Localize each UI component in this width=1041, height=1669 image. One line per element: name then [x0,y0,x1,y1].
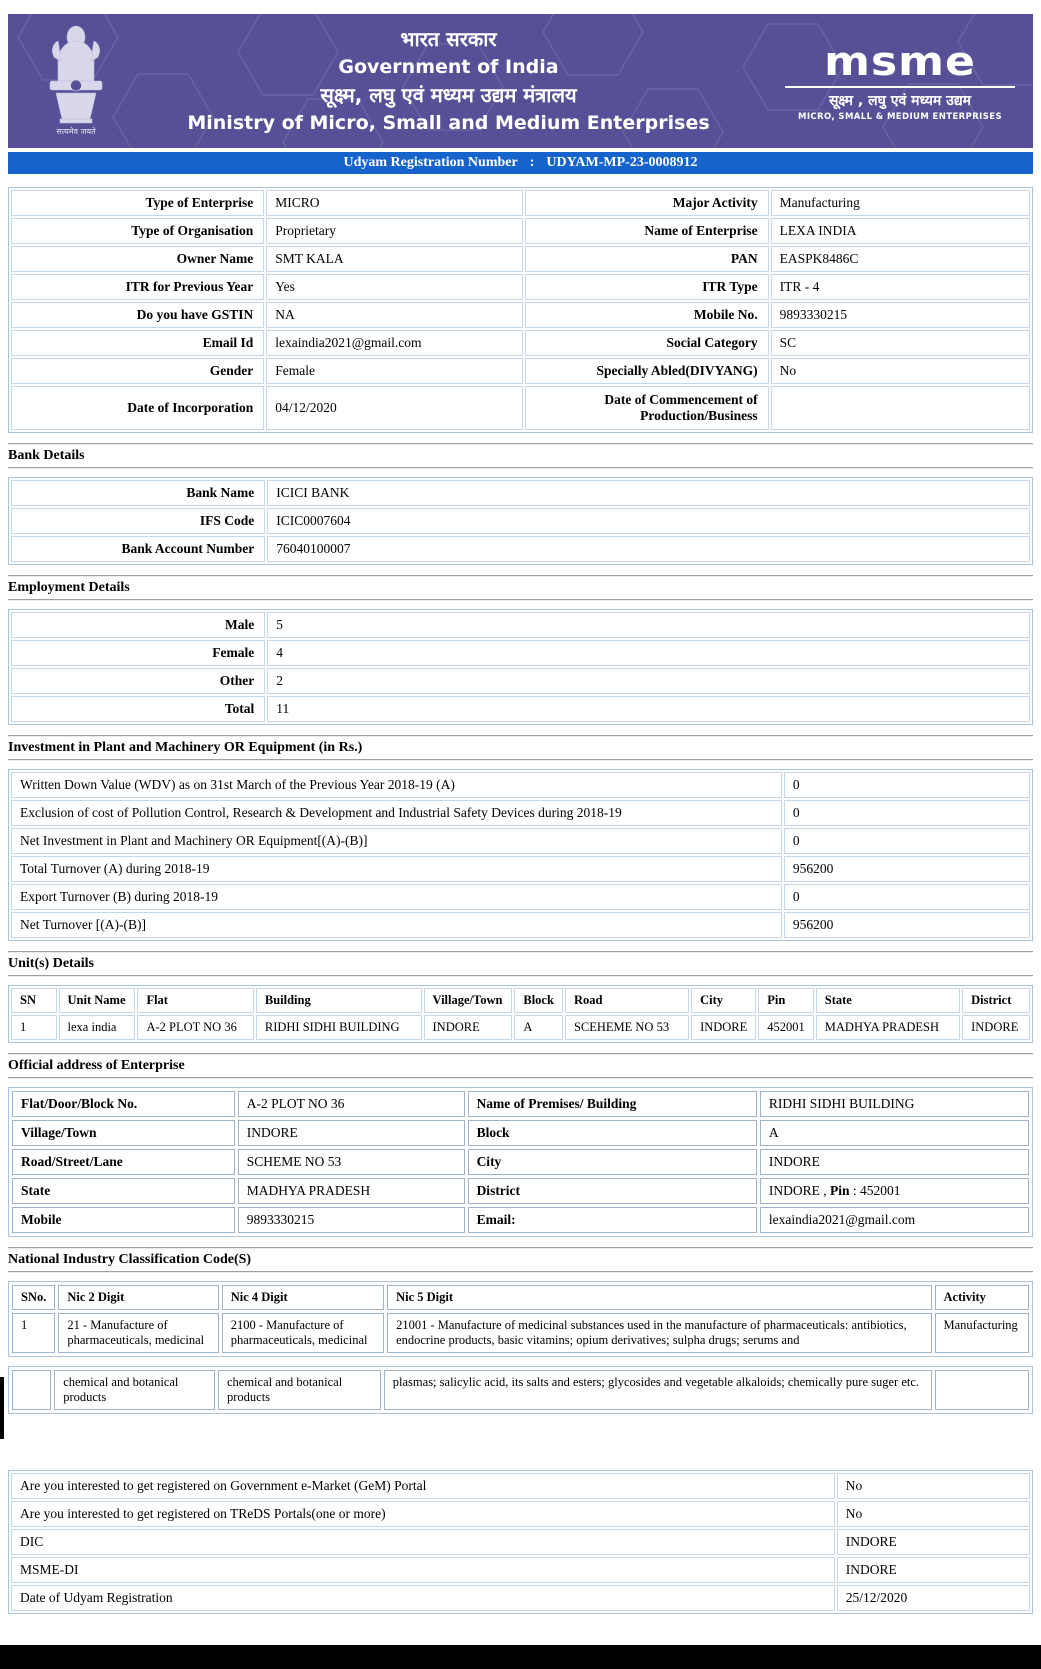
enterprise-details-table [8,187,1033,433]
field-label: Flat/Door/Block No. [12,1091,235,1117]
table-row [12,1149,1029,1175]
cell-road: SCEHEME NO 53 [565,1015,689,1040]
section-divider [8,599,1033,601]
field-label: Type of Enterprise [11,190,264,216]
field-label: Are you interested to get registered on Government e-Market (GeM) Portal [11,1473,835,1499]
table-row [12,1370,1029,1410]
column-header: SN [11,988,57,1013]
column-header: City [691,988,756,1013]
field-value: 0 [784,884,1030,910]
table-row [11,302,1030,328]
field-label: Block [468,1120,757,1146]
table-row [11,884,1030,910]
table-row [11,612,1030,638]
table-row [12,1120,1029,1146]
table-row [11,696,1030,722]
section-divider [8,975,1033,977]
official-address-table [8,1087,1033,1237]
field-value: SC [771,330,1030,356]
table-header-row [11,988,1030,1013]
field-label: Major Activity [525,190,769,216]
cell-activity: Manufacturing [935,1313,1029,1353]
certificate-content [8,187,1033,1614]
field-value: Yes [266,274,522,300]
field-value: 0 [784,800,1030,826]
cell-village-town: INDORE [424,1015,513,1040]
table-header-row [12,1285,1029,1310]
field-label: Male [11,612,265,638]
field-label: Date of Udyam Registration [11,1585,835,1611]
field-value: 9893330215 [238,1207,465,1233]
national-emblem-icon [40,23,112,139]
field-label: MSME-DI [11,1557,835,1583]
nic-table-wrap [8,1281,1033,1414]
registration-number-label: Udyam Registration Number [343,155,518,170]
table-row [11,1585,1030,1611]
field-value: INDORE [238,1120,465,1146]
field-label: Village/Town [12,1120,235,1146]
field-label: Written Down Value (WDV) as on 31st March of the Previous Year 2018-19 (A) [11,772,782,798]
column-header: Nic 2 Digit [58,1285,218,1310]
cell-nic5-cont: plasmas; salicylic acid, its salts and esters; glycosides and vegetable alkaloids; chemically pure suger etc. [384,1370,932,1410]
field-value: 956200 [784,856,1030,882]
field-label: Name of Premises/ Building [468,1091,757,1117]
field-value: SCHEME NO 53 [238,1149,465,1175]
cell-sn: 1 [11,1015,57,1040]
cell-pin: 452001 [758,1015,814,1040]
table-row [11,800,1030,826]
field-value: 25/12/2020 [837,1585,1030,1611]
cell-block: A [514,1015,563,1040]
field-label: District [468,1178,757,1204]
field-value: RIDHI SIDHI BUILDING [760,1091,1029,1117]
units-details-table [8,985,1033,1043]
field-value: 4 [267,640,1030,666]
field-label: Social Category [525,330,769,356]
units-details-heading: Unit(s) Details [8,956,94,971]
table-row [11,246,1030,272]
field-value-district-pin [760,1178,1029,1204]
table-row [11,772,1030,798]
field-value: No [771,358,1030,384]
field-label: Road/Street/Lane [12,1149,235,1175]
section-divider [8,951,1033,953]
field-label: Net Investment in Plant and Machinery OR Equipment[(A)-(B)] [11,828,782,854]
table-row [11,330,1030,356]
field-value: Female [266,358,522,384]
gov-header-banner [8,14,1033,148]
msme-logo-word: msme [824,38,976,85]
field-value: No [837,1501,1030,1527]
field-label: Are you interested to get registered on TReDS Portals(one or more) [11,1501,835,1527]
field-label: Email: [468,1207,757,1233]
table-row [12,1178,1029,1204]
field-label: Specially Abled(DIVYANG) [525,358,769,384]
registration-number-colon: : [529,155,535,170]
page-break-gap [8,1357,1033,1366]
column-header: Village/Town [424,988,513,1013]
section-divider [8,1247,1033,1249]
field-value: No [837,1473,1030,1499]
registration-number-value: UDYAM-MP-23-0008912 [546,155,698,170]
field-value: 0 [784,772,1030,798]
cell-nic2: 21 - Manufacture of pharmaceuticals, medicinal [58,1313,218,1353]
investment-table [8,769,1033,941]
column-header: SNo. [12,1285,55,1310]
table-row [11,508,1030,534]
field-value: 9893330215 [771,302,1030,328]
field-value: A [760,1120,1029,1146]
field-value: 04/12/2020 [266,386,522,430]
field-label: Total Turnover (A) during 2018-19 [11,856,782,882]
field-label: State [12,1178,235,1204]
pin-label: Pin [829,1183,850,1198]
field-label: PAN [525,246,769,272]
table-row [11,640,1030,666]
table-row [11,358,1030,384]
table-row [11,1473,1030,1499]
column-header: Building [256,988,422,1013]
field-value: INDORE [837,1557,1030,1583]
field-label: City [468,1149,757,1175]
field-label: ITR Type [525,274,769,300]
table-row [11,274,1030,300]
section-divider [8,575,1033,577]
field-label: IFS Code [11,508,265,534]
field-label: Mobile [12,1207,235,1233]
field-value: lexaindia2021@gmail.com [760,1207,1029,1233]
field-value: INDORE [760,1149,1029,1175]
bank-details-heading: Bank Details [8,448,85,463]
field-value: NA [266,302,522,328]
district-value: INDORE , [768,1183,830,1198]
field-value: 11 [267,696,1030,722]
field-value [771,386,1030,430]
field-value: MICRO [266,190,522,216]
cell-sno-cont [12,1370,51,1410]
column-header: Activity [935,1285,1029,1310]
table-row [11,480,1030,506]
government-of-india-hindi: भारत सरकार [400,26,497,51]
cell-nic4-cont: chemical and botanical products [218,1370,381,1410]
table-row [11,912,1030,938]
field-value: 76040100007 [267,536,1030,562]
ministry-title-block [112,25,785,138]
table-row [11,1501,1030,1527]
field-label: Date of Commencement of Production/Business [525,386,769,430]
column-header: District [962,988,1030,1013]
section-divider [8,1077,1033,1079]
field-label: Type of Organisation [11,218,264,244]
msme-logo [785,40,1015,122]
section-divider [8,759,1033,761]
field-value: 2 [267,668,1030,694]
field-value: ITR - 4 [771,274,1030,300]
table-row [11,218,1030,244]
table-row [11,828,1030,854]
cell-nic4: 2100 - Manufacture of pharmaceuticals, medicinal [222,1313,384,1353]
table-row [11,1015,1030,1040]
field-label: Name of Enterprise [525,218,769,244]
field-value: ICIC0007604 [267,508,1030,534]
column-header: Flat [137,988,253,1013]
cell-state: MADHYA PRADESH [816,1015,960,1040]
field-label: Owner Name [11,246,264,272]
section-divider [8,467,1033,469]
field-value: MADHYA PRADESH [238,1178,465,1204]
section-divider [8,1053,1033,1055]
government-of-india-english: Government of India [338,55,559,78]
table-row [11,386,1030,430]
field-label: Other [11,668,265,694]
field-label: Date of Incorporation [11,386,264,430]
nic-table [8,1281,1033,1357]
table-row [11,1557,1030,1583]
nic-heading: National Industry Classification Code(S) [8,1252,252,1267]
field-value: 5 [267,612,1030,638]
ministry-hindi: सूक्ष्म, लघु एवं मध्यम उद्यम मंत्रालय [320,83,577,107]
ministry-english: Ministry of Micro, Small and Medium Enterprises [187,112,710,134]
field-label: Gender [11,358,264,384]
column-header: Road [565,988,689,1013]
field-value: EASPK8486C [771,246,1030,272]
field-value: 0 [784,828,1030,854]
field-label: Do you have GSTIN [11,302,264,328]
section-divider [8,443,1033,445]
cell-unit-name: lexa india [59,1015,136,1040]
cell-nic2-cont: chemical and botanical products [54,1370,215,1410]
field-label: ITR for Previous Year [11,274,264,300]
page-break-mark [0,1377,4,1439]
cell-nic5: 21001 - Manufacture of medicinal substances used in the manufacture of pharmaceuticals: antibiotics, endocrine products, basic vitamins; opium derivatives; sulpha drugs; serums and [387,1313,931,1353]
bank-details-table [8,477,1033,565]
cell-activity-cont [935,1370,1029,1410]
cell-flat: A-2 PLOT NO 36 [137,1015,253,1040]
field-label: Exclusion of cost of Pollution Control, Research & Development and Industrial Safety Devices during 2018-19 [11,800,782,826]
column-header: Nic 5 Digit [387,1285,931,1310]
footer-black-bar [0,1645,1041,1669]
field-label: Mobile No. [525,302,769,328]
field-value: SMT KALA [266,246,522,272]
field-value: LEXA INDIA [771,218,1030,244]
udyam-registration-number-bar [8,152,1033,174]
field-label: Email Id [11,330,264,356]
cell-city: INDORE [691,1015,756,1040]
field-value: INDORE [837,1529,1030,1555]
cell-sno: 1 [12,1313,55,1353]
employment-details-table [8,609,1033,725]
msme-logo-english: MICRO, SMALL & MEDIUM ENTERPRISES [797,112,1002,122]
registration-info-table [8,1470,1033,1614]
table-row [11,536,1030,562]
table-row [11,1529,1030,1555]
field-label: Bank Name [11,480,265,506]
field-label: Bank Account Number [11,536,265,562]
column-header: Block [514,988,563,1013]
field-label: Net Turnover [(A)-(B)] [11,912,782,938]
field-label: Female [11,640,265,666]
emblem-motto-text: सत्यमेव जयते [56,127,96,136]
official-address-heading: Official address of Enterprise [8,1058,185,1073]
field-value: 956200 [784,912,1030,938]
field-value: Proprietary [266,218,522,244]
table-row [12,1091,1029,1117]
cell-building: RIDHI SIDHI BUILDING [256,1015,422,1040]
field-value: lexaindia2021@gmail.com [266,330,522,356]
field-value: Manufacturing [771,190,1030,216]
field-label: Export Turnover (B) during 2018-19 [11,884,782,910]
field-value: A-2 PLOT NO 36 [238,1091,465,1117]
column-header: Unit Name [59,988,136,1013]
field-label: Total [11,696,265,722]
column-header: State [816,988,960,1013]
table-row [12,1313,1029,1353]
cell-district: INDORE [962,1015,1030,1040]
employment-details-heading: Employment Details [8,580,130,595]
column-header: Pin [758,988,814,1013]
table-row [12,1207,1029,1233]
section-divider [8,735,1033,737]
table-row [11,668,1030,694]
section-divider [8,1271,1033,1273]
pin-value: : 452001 [849,1183,901,1198]
column-header: Nic 4 Digit [222,1285,384,1310]
field-label: DIC [11,1529,835,1555]
table-row [11,856,1030,882]
table-row [11,190,1030,216]
field-value: ICICI BANK [267,480,1030,506]
msme-logo-hindi: सूक्ष्म , लघु एवं मध्यम उद्यम [785,86,1015,110]
nic-table-continued [8,1366,1033,1414]
investment-heading: Investment in Plant and Machinery OR Equipment (in Rs.) [8,740,363,755]
